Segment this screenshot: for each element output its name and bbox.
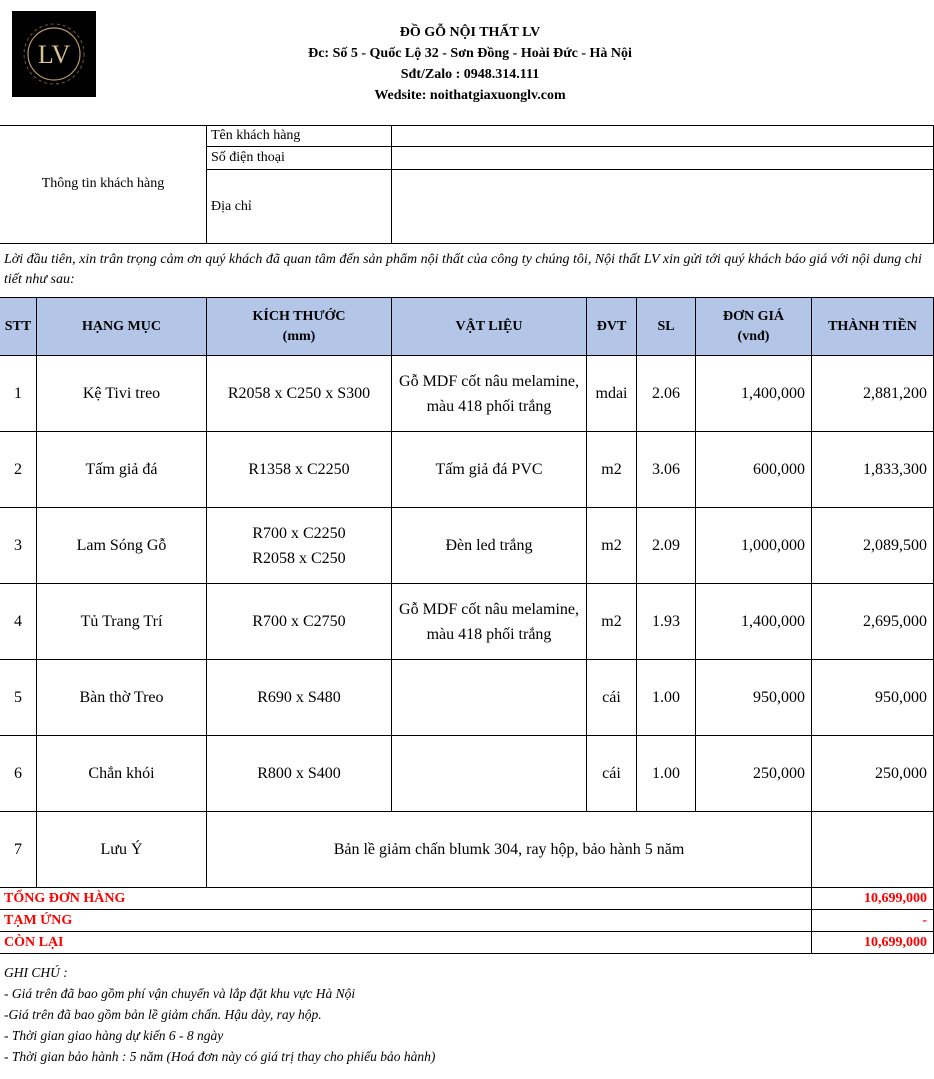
row-5-total: 950,000 xyxy=(812,660,934,736)
col-header-item: HẠNG MỤC xyxy=(37,298,207,356)
row-1-size: R2058 x C250 x S300 xyxy=(207,356,392,432)
col-header-price-unit: (vnđ) xyxy=(737,328,770,344)
logo-text: LV xyxy=(37,40,71,69)
row-3-material: Đèn led trắng xyxy=(392,508,587,584)
company-logo xyxy=(12,11,96,97)
company-website[interactable]: Wedsite: noithatgiaxuonglv.com xyxy=(374,88,566,103)
col-header-size-unit: (mm) xyxy=(282,328,316,344)
col-header-material: VẬT LIỆU xyxy=(392,298,587,356)
company-name: ĐỒ GỖ NỘI THẤT LV xyxy=(399,25,541,40)
notes-line-2: -Giá trên đã bao gồm bản lề giảm chấn. Hậu dày, ray hộp. xyxy=(4,1007,322,1022)
row-2-material: Tấm giả đá PVC xyxy=(392,432,587,508)
row-5-material xyxy=(392,660,587,736)
row-3-size xyxy=(207,508,392,584)
row-4-total: 2,695,000 xyxy=(812,584,934,660)
notes-line-3: - Thời gian giao hàng dự kiến 6 - 8 ngày xyxy=(4,1028,224,1043)
company-info xyxy=(190,22,750,106)
row-6-stt: 6 xyxy=(0,736,37,812)
col-header-qty: SL xyxy=(637,298,696,356)
col-header-total: THÀNH TIỀN xyxy=(812,298,934,356)
company-phone: Sđt/Zalo : 0948.314.111 xyxy=(400,67,540,82)
row-7-total xyxy=(812,812,934,888)
row-4-qty: 1.93 xyxy=(637,584,696,660)
row-4-price: 1,400,000 xyxy=(696,584,812,660)
row-5-price: 950,000 xyxy=(696,660,812,736)
row-4-size: R700 x C2750 xyxy=(207,584,392,660)
notes-line-4: - Thời gian bảo hành : 5 năm (Hoá đơn này có giá trị thay cho phiếu bảo hành) xyxy=(4,1049,436,1064)
row-1-item: Kệ Tivi treo xyxy=(37,356,207,432)
customer-name-label: Tên khách hàng xyxy=(207,125,392,147)
advance-value: - xyxy=(812,910,934,932)
row-6-total: 250,000 xyxy=(812,736,934,812)
row-3-stt: 3 xyxy=(0,508,37,584)
row-3-price: 1,000,000 xyxy=(696,508,812,584)
customer-section-label: Thông tin khách hàng xyxy=(0,125,207,244)
row-3-size-line-1: R700 x C2250 xyxy=(252,524,346,542)
row-2-price: 600,000 xyxy=(696,432,812,508)
customer-phone-field[interactable] xyxy=(392,147,934,170)
row-3-item: Lam Sóng Gỗ xyxy=(37,508,207,584)
row-4-stt: 4 xyxy=(0,584,37,660)
row-1-price: 1,400,000 xyxy=(696,356,812,432)
row-5-item: Bàn thờ Treo xyxy=(37,660,207,736)
customer-address-label: Địa chỉ xyxy=(207,170,392,244)
company-address: Đc: Số 5 - Quốc Lộ 32 - Sơn Đồng - Hoài Đức - Hà Nội xyxy=(308,46,632,61)
customer-name-field[interactable] xyxy=(392,125,934,147)
row-1-total: 2,881,200 xyxy=(812,356,934,432)
row-2-size: R1358 x C2250 xyxy=(207,432,392,508)
notes-line-1: - Giá trên đã bao gồm phí vận chuyển và lắp đặt khu vực Hà Nội xyxy=(4,986,356,1001)
row-1-unit: mdai xyxy=(587,356,637,432)
remaining-value: 10,699,000 xyxy=(812,932,934,954)
row-3-size-line-2: R2058 x C250 xyxy=(252,549,346,567)
row-2-item: Tấm giả đá xyxy=(37,432,207,508)
row-7-stt: 7 xyxy=(0,812,37,888)
customer-address-field[interactable] xyxy=(392,170,934,244)
notes-title: GHI CHÚ : xyxy=(4,965,68,980)
row-6-unit: cái xyxy=(587,736,637,812)
row-6-size: R800 x S400 xyxy=(207,736,392,812)
intro-text: Lời đầu tiên, xin trân trọng cảm ơn quý khách đã quan tâm đến sản phẩm nội thất của công ty chúng tôi, Nội thất LV xin gửi tới quý khách báo giá với nội dung chi tiết như sau: xyxy=(0,244,934,298)
row-3-unit: m2 xyxy=(587,508,637,584)
row-3-qty: 2.09 xyxy=(637,508,696,584)
row-5-unit: cái xyxy=(587,660,637,736)
order-total-label: TỔNG ĐƠN HÀNG xyxy=(0,888,812,910)
row-3-total: 2,089,500 xyxy=(812,508,934,584)
row-6-qty: 1.00 xyxy=(637,736,696,812)
row-4-unit: m2 xyxy=(587,584,637,660)
logo-emblem-icon xyxy=(12,11,96,97)
row-2-unit: m2 xyxy=(587,432,637,508)
row-2-total: 1,833,300 xyxy=(812,432,934,508)
col-header-size-label: KÍCH THƯỚC xyxy=(252,308,346,324)
row-1-qty: 2.06 xyxy=(637,356,696,432)
remaining-label: CÒN LẠI xyxy=(0,932,812,954)
row-6-item: Chắn khói xyxy=(37,736,207,812)
col-header-stt: STT xyxy=(0,298,37,356)
row-2-qty: 3.06 xyxy=(637,432,696,508)
col-header-price xyxy=(696,298,812,356)
row-2-stt: 2 xyxy=(0,432,37,508)
customer-phone-label: Số điện thoại xyxy=(207,147,392,170)
col-header-unit: ĐVT xyxy=(587,298,637,356)
row-5-stt: 5 xyxy=(0,660,37,736)
row-4-item: Tủ Trang Trí xyxy=(37,584,207,660)
advance-label: TẠM ỨNG xyxy=(0,910,812,932)
row-6-material xyxy=(392,736,587,812)
notes-section xyxy=(0,954,934,1079)
row-1-material: Gỗ MDF cốt nâu melamine, màu 418 phối trắng xyxy=(392,356,587,432)
row-1-stt: 1 xyxy=(0,356,37,432)
col-header-price-label: ĐƠN GIÁ xyxy=(722,308,785,324)
row-7-note-text: Bản lề giảm chấn blumk 304, ray hộp, bảo hành 5 năm xyxy=(207,812,812,888)
order-total-value: 10,699,000 xyxy=(812,888,934,910)
row-7-item: Lưu Ý xyxy=(37,812,207,888)
document-header xyxy=(0,0,934,126)
row-5-qty: 1.00 xyxy=(637,660,696,736)
col-header-size xyxy=(207,298,392,356)
row-6-price: 250,000 xyxy=(696,736,812,812)
row-4-material: Gỗ MDF cốt nâu melamine, màu 418 phối trắng xyxy=(392,584,587,660)
row-5-size: R690 x S480 xyxy=(207,660,392,736)
